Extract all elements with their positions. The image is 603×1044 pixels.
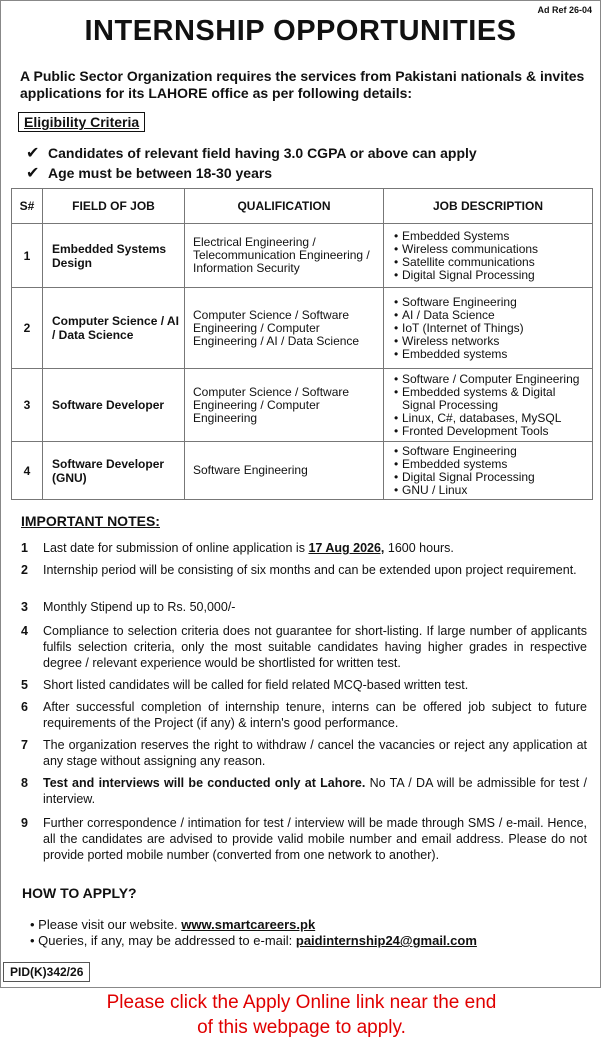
list-item: • Software Engineering <box>394 296 592 309</box>
list-item: • AI / Data Science <box>394 309 592 322</box>
website-link[interactable]: www.smartcareers.pk <box>181 917 316 932</box>
job-table <box>11 188 593 500</box>
row-field: Software Developer <box>43 369 185 442</box>
ad-title: INTERNSHIP OPPORTUNITIES <box>84 15 517 47</box>
row-description <box>384 442 593 500</box>
table-row <box>12 224 593 288</box>
row-qualification: Computer Science / Software Engineering / Computer Engineering <box>185 369 384 442</box>
header-field: FIELD OF JOB <box>43 189 185 224</box>
eligibility-criteria-label: Eligibility Criteria <box>18 112 145 132</box>
how-to-apply-heading: HOW TO APPLY? <box>22 885 137 901</box>
note-item: 9 Further correspondence / intimation for test / interview will be made through SMS / e-mail. Hence, all the candidates are advised to provide valid mobile number and email address. Please do not provide ported mobile number (converted from one network to another). <box>21 816 587 862</box>
list-item: • Please visit our website. www.smartcareers.pk <box>30 917 316 932</box>
list-item: • Embedded Systems <box>394 230 592 243</box>
list-item: • Embedded systems & Digital Signal Processing <box>394 386 592 412</box>
row-sn: 2 <box>12 288 43 369</box>
list-item: • Queries, if any, may be addressed to e-mail: paidinternship24@gmail.com <box>30 933 477 948</box>
table-row <box>12 442 593 500</box>
apply-online-notice: Please click the Apply Online link near the end of this webpage to apply. <box>106 992 497 1038</box>
note-item: 1 Last date for submission of online application is 17 Aug 2026, 1600 hours. <box>21 541 454 555</box>
table-header-row <box>12 189 593 224</box>
header-description: JOB DESCRIPTION <box>384 189 593 224</box>
intro-text: A Public Sector Organization requires the services from Pakistani nationals & invites applications for its LAHORE office as per following details: <box>20 68 585 101</box>
row-qualification: Electrical Engineering / Telecommunication Engineering / Information Security <box>185 224 384 288</box>
note-item: 6 After successful completion of internship tenure, interns can be offered job subject to future requirements of the Project (if any) & intern's good performance. <box>21 700 587 730</box>
note-item: 5 Short listed candidates will be called for field related MCQ-based written test. <box>21 678 469 692</box>
how-to-apply-list <box>30 917 477 949</box>
list-item: • Digital Signal Processing <box>394 471 592 484</box>
row-field: Software Developer (GNU) <box>43 442 185 500</box>
list-item: • Wireless networks <box>394 335 592 348</box>
list-item: • GNU / Linux <box>394 484 592 497</box>
row-sn: 3 <box>12 369 43 442</box>
list-item: • IoT (Internet of Things) <box>394 322 592 335</box>
row-qualification: Software Engineering <box>185 442 384 500</box>
deadline-date: 17 Aug 2026, <box>308 541 385 555</box>
header-sn: S# <box>12 189 43 224</box>
header-qualification: QUALIFICATION <box>185 189 384 224</box>
list-item: • Software / Computer Engineering <box>394 373 592 386</box>
row-description <box>384 224 593 288</box>
row-qualification: Computer Science / Software Engineering / Computer Engineering / AI / Data Science <box>185 288 384 369</box>
note-item: 3 Monthly Stipend up to Rs. 50,000/- <box>21 600 236 614</box>
pid-reference: PID(K)342/26 <box>3 962 90 982</box>
list-item: • Fronted Development Tools <box>394 425 592 438</box>
note-item: 7 The organization reserves the right to withdraw / cancel the vacancies or reject any application at any stage without assigning any reason. <box>21 738 587 768</box>
table-row <box>12 369 593 442</box>
note-item: 8 Test and interviews will be conducted only at Lahore. No TA / DA will be admissible for test / interview. <box>21 776 587 806</box>
list-item: • Embedded systems <box>394 458 592 471</box>
row-description <box>384 369 593 442</box>
row-sn: 1 <box>12 224 43 288</box>
list-item: • Software Engineering <box>394 445 592 458</box>
table-row <box>12 288 593 369</box>
list-item: • Satellite communications <box>394 256 592 269</box>
row-description <box>384 288 593 369</box>
note-item: 2 Internship period will be consisting of six months and can be extended upon project requirement. <box>21 563 577 577</box>
eligibility-item: ✔ Candidates of relevant field having 3.0 CGPA or above can apply <box>26 145 477 162</box>
row-field: Computer Science / AI / Data Science <box>43 288 185 369</box>
eligibility-item: ✔ Age must be between 18-30 years <box>26 165 273 182</box>
eligibility-list <box>26 143 477 183</box>
checkmark-icon: ✔ <box>26 165 40 182</box>
email-link[interactable]: paidinternship24@gmail.com <box>295 933 477 948</box>
list-item: • Linux, C#, databases, MySQL <box>394 412 592 425</box>
row-sn: 4 <box>12 442 43 500</box>
ad-reference: Ad Ref 26-04 <box>537 5 592 15</box>
important-notes-heading: IMPORTANT NOTES: <box>21 513 160 529</box>
list-item: • Digital Signal Processing <box>394 269 592 282</box>
note-item: 4 Compliance to selection criteria does not guarantee for short-listing. If large number of applicants fulfils selection criteria, only the most suitable candidates having higher grades in respective degree / relevant experience would be shortlisted for written test. <box>21 624 587 670</box>
list-item: • Embedded systems <box>394 348 592 361</box>
list-item: • Wireless communications <box>394 243 592 256</box>
checkmark-icon: ✔ <box>26 145 40 162</box>
row-field: Embedded Systems Design <box>43 224 185 288</box>
